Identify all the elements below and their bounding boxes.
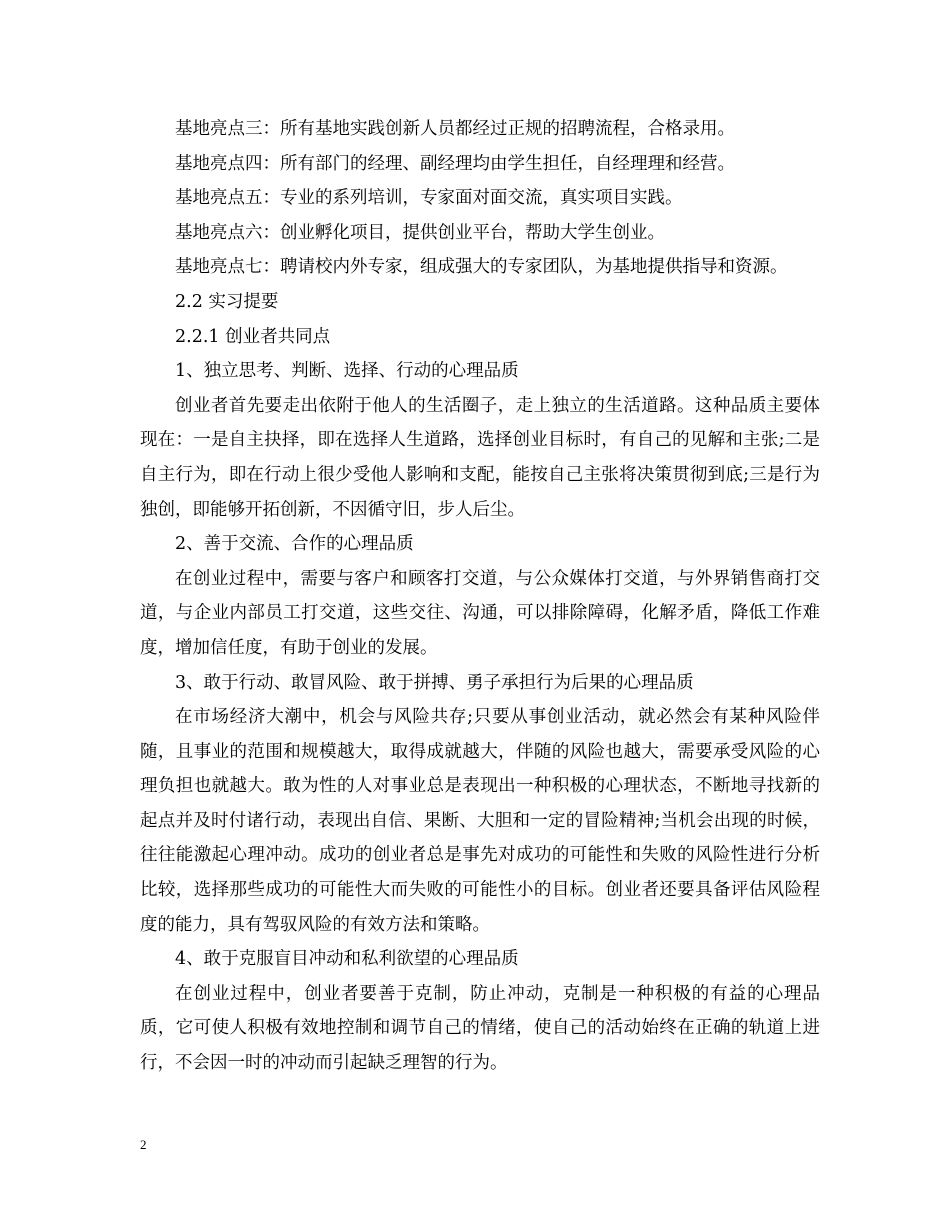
page-number: 2 (140, 1137, 147, 1152)
paragraph-self-control: 在创业过程中，创业者要善于克制，防止冲动，克制是一种积极的有益的心理品质，它可使人积极有效地控制和调节自己的情绪，使自己的活动始终在正确的轨道上进行，不会因一时的冲动而引起缺乏理智的行为。 (140, 983, 820, 1074)
paragraph-communication: 在创业过程中，需要与客户和顾客打交道，与公众媒体打交道，与外界销售商打交道，与企业内部员工打交道，这些交往、沟通，可以排除障碍，化解矛盾，降低工作难度，增加信任度，有助于创业的发展。 (140, 568, 820, 658)
paragraph-highlight-4: 基地亮点四：所有部门的经理、副经理均由学生担任，自经理理和经营。 (175, 153, 735, 174)
subheading-4: 4、敢于克服盲目冲动和私利欲望的心理品质 (175, 949, 519, 970)
paragraph-highlight-6: 基地亮点六：创业孵化项目，提供创业平台，帮助大学生创业。 (175, 222, 665, 243)
subheading-1: 1、独立思考、判断、选择、行动的心理品质 (175, 361, 519, 382)
paragraph-risk: 在市场经济大潮中，机会与风险共存;只要从事创业活动，就必然会有某种风险伴随，且事业的范围和规模越大，取得成就越大，伴随的风险也越大，需要承受风险的心理负担也就越大。敢为性的人对事业总是表现出一种积极的心理状态，不断地寻找新的起点并及时付诸行动，表现出自信、果断、大胆和一定的冒险精神;当机会出现的时候，往往能激起心理冲动。成功的创业者总是事先对成功的可能性和失败的风险性进行分析比较，选择那些成功的可能性大而失败的可能性小的目标。创业者还要具备评估风险程度的能力，具有驾驭风险的有效方法和策略。 (140, 707, 820, 935)
subheading-3: 3、敢于行动、敢冒风险、敢于拼搏、勇子承担行为后果的心理品质 (175, 672, 694, 693)
subheading-2: 2、善于交流、合作的心理品质 (175, 534, 414, 555)
paragraph-independence: 创业者首先要走出依附于他人的生活圈子，走上独立的生活道路。这种品质主要体现在：一是自主抉择，即在选择人生道路，选择创业目标时，有自己的见解和主张;二是自主行为，即在行动上很少受他人影响和支配，能按自己主张将决策贯彻到底;三是行为独创，即能够开拓创新，不因循守旧，步人后尘。 (140, 395, 820, 520)
paragraph-highlight-7: 基地亮点七：聘请校内外专家，组成强大的专家团队，为基地提供指导和资源。 (175, 257, 788, 278)
document-body (140, 112, 820, 1081)
section-heading-2-2-1: 2.2.1 创业者共同点 (175, 326, 331, 347)
paragraph-highlight-3: 基地亮点三：所有基地实践创新人员都经过正规的招聘流程，合格录用。 (175, 119, 735, 139)
paragraph-highlight-5: 基地亮点五：专业的系列培训，专家面对面交流，真实项目实践。 (175, 188, 683, 209)
section-heading-2-2: 2.2 实习提要 (175, 291, 279, 312)
